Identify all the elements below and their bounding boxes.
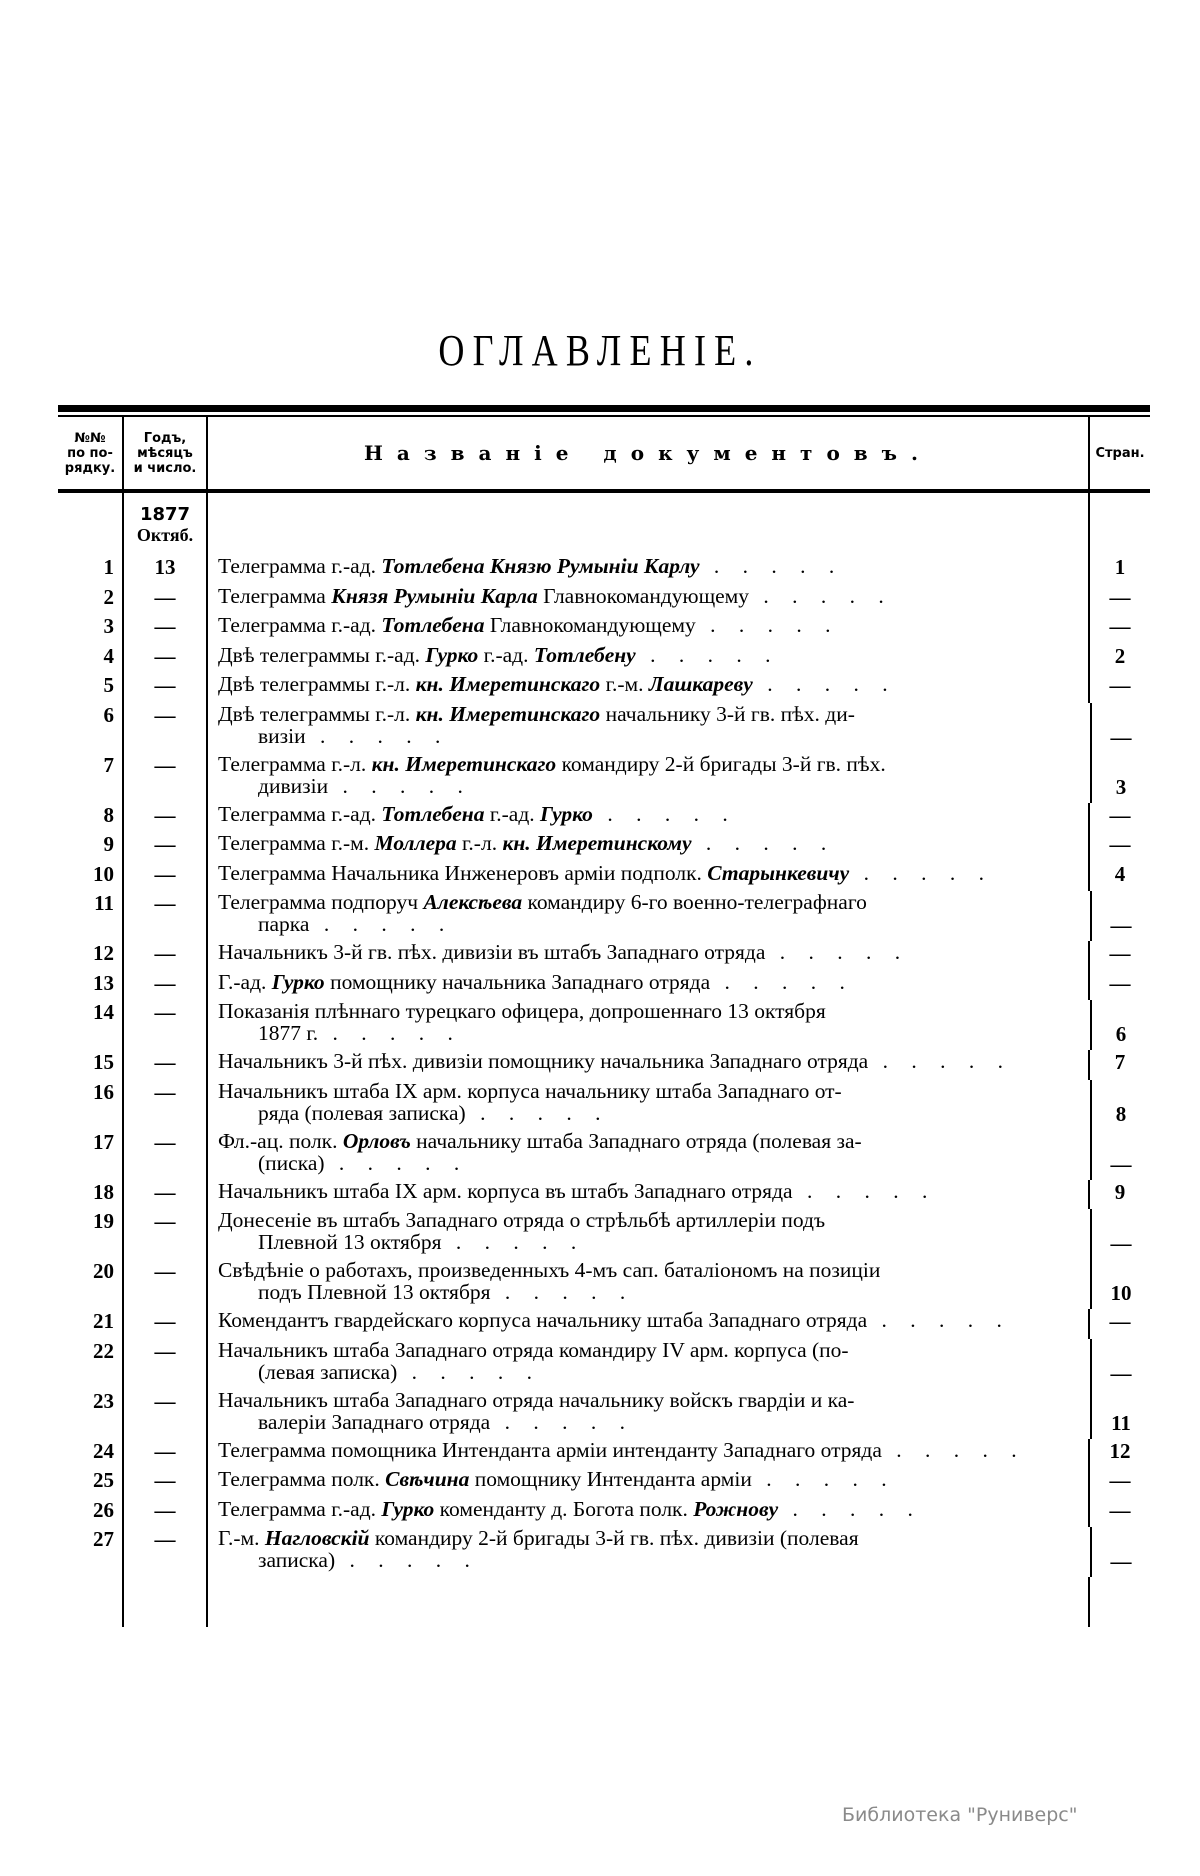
- row-page: —: [1090, 891, 1150, 941]
- row-title[interactable]: [206, 1309, 1088, 1339]
- title-text: Главнокомандующему: [484, 613, 696, 637]
- row-date: —: [122, 1000, 206, 1050]
- row-date: —: [122, 753, 206, 803]
- row-date: —: [122, 1389, 206, 1439]
- title-line: [218, 1102, 1084, 1124]
- row-date: —: [122, 832, 206, 862]
- year-row: [58, 493, 1150, 555]
- dot-leader: . . . . .: [778, 1496, 922, 1521]
- title-text: помощнику начальника Западнаго отряда: [324, 969, 711, 994]
- header-date: [122, 417, 206, 489]
- row-date: —: [122, 971, 206, 1001]
- dot-leader: . . . . .: [691, 831, 836, 855]
- title-italic-name: Гурко: [271, 969, 325, 994]
- row-title[interactable]: [206, 673, 1088, 703]
- row-page: 10: [1090, 1259, 1150, 1309]
- title-text: Телеграмма г.-ад.: [218, 554, 382, 578]
- row-date: —: [122, 1209, 206, 1259]
- title-text: Начальникъ штаба Западнаго отряда начальнику войскъ гвардіи и ка-: [218, 1387, 855, 1412]
- row-date: —: [122, 644, 206, 674]
- row-date: —: [122, 1439, 206, 1469]
- row-title[interactable]: [206, 1389, 1090, 1439]
- toc-row[interactable]: [58, 703, 1150, 753]
- row-page: —: [1090, 703, 1150, 753]
- title-text: (писка): [258, 1150, 325, 1175]
- title-line: [218, 1209, 1084, 1231]
- toc-row[interactable]: [58, 941, 1150, 971]
- title-text: Плевной 13 октября: [258, 1230, 442, 1254]
- year-cell: [122, 493, 206, 555]
- dot-leader: . . . . .: [792, 1178, 937, 1203]
- title-line: [218, 1050, 1082, 1072]
- row-page: —: [1088, 803, 1150, 833]
- row-title[interactable]: [206, 941, 1088, 971]
- toc-row[interactable]: [58, 1080, 1150, 1130]
- header-date-line: Годъ,: [143, 430, 187, 446]
- table-body: [58, 493, 1150, 1627]
- row-number: 10: [93, 861, 114, 886]
- title-text: Начальникъ штаба IX арм. корпуса начальнику штаба Западнаго от-: [218, 1078, 842, 1103]
- title-text: Телеграмма г.-м.: [218, 831, 375, 855]
- title-line: [218, 1411, 1084, 1433]
- row-title[interactable]: [206, 1527, 1090, 1577]
- toc-row[interactable]: [58, 1309, 1150, 1339]
- empty-cell: [206, 1577, 1088, 1627]
- toc-row[interactable]: [58, 862, 1150, 892]
- dot-leader: . . . . .: [324, 1150, 469, 1175]
- title-line: [218, 725, 1084, 747]
- row-number: 11: [94, 891, 114, 915]
- row-date: 13: [122, 555, 206, 585]
- row-page: —: [1088, 1309, 1150, 1339]
- row-number: 19: [93, 1209, 114, 1233]
- dot-leader: . . . . .: [867, 1308, 1011, 1332]
- toc-row[interactable]: [58, 1050, 1150, 1080]
- row-title[interactable]: [206, 644, 1088, 674]
- title-text: Двѣ телеграммы г.-ад.: [218, 642, 426, 667]
- title-italic-name: Гурко: [425, 642, 479, 667]
- title-text: записка): [258, 1548, 336, 1572]
- title-text: Телеграмма г.-ад.: [218, 1496, 382, 1521]
- header-date-line: мѣсяцъ: [137, 445, 193, 461]
- toc-row[interactable]: [58, 832, 1150, 862]
- row-number: 4: [103, 643, 114, 668]
- row-page: —: [1088, 585, 1150, 615]
- title-line: [218, 832, 1082, 854]
- row-date: —: [122, 614, 206, 644]
- dot-leader: . . . . .: [397, 1359, 541, 1384]
- row-title[interactable]: [206, 1130, 1090, 1180]
- row-title[interactable]: [206, 1339, 1090, 1389]
- month: Октяб.: [136, 525, 194, 545]
- title-line: [218, 1389, 1084, 1411]
- row-number: 9: [103, 832, 114, 856]
- row-page: 2: [1088, 644, 1150, 674]
- title-line: [218, 1231, 1084, 1253]
- row-title[interactable]: [206, 1468, 1088, 1498]
- library-watermark: Библиотека "Руниверс": [842, 1804, 1078, 1826]
- row-title[interactable]: [206, 803, 1088, 833]
- title-line: [218, 1549, 1084, 1571]
- row-page: 8: [1090, 1080, 1150, 1130]
- title-italic-name: Князя Румыніи Карла: [331, 583, 538, 608]
- row-date: —: [122, 673, 206, 703]
- title-text: Свѣдѣніе о работахъ, произведенныхъ 4-мъ сап. баталіономъ на позиціи: [218, 1258, 881, 1282]
- header-number-line: рядку.: [64, 460, 116, 476]
- row-date: —: [122, 703, 206, 753]
- empty-cell: [1088, 1577, 1150, 1627]
- row-number: 8: [103, 802, 114, 827]
- header-rule: [58, 405, 1150, 412]
- row-title[interactable]: [206, 971, 1088, 1001]
- row-title[interactable]: [206, 1080, 1090, 1130]
- title-italic-name: Моллера: [374, 831, 457, 855]
- dot-leader: . . . . .: [710, 969, 854, 994]
- row-page: 6: [1090, 1000, 1150, 1050]
- toc-row[interactable]: [58, 1130, 1150, 1180]
- title-text: Телеграмма: [218, 583, 332, 608]
- dot-leader: . . . . .: [309, 912, 454, 936]
- title-text: Г.-ад.: [218, 969, 272, 994]
- empty-cell: [58, 1577, 122, 1627]
- title-line: [218, 753, 1084, 775]
- dot-leader: . . . . .: [465, 1100, 610, 1125]
- row-page: —: [1088, 673, 1150, 703]
- row-title[interactable]: [206, 585, 1088, 615]
- toc-row[interactable]: [58, 1498, 1150, 1528]
- row-page: 7: [1088, 1050, 1150, 1080]
- title-text: начальнику штаба Западнаго отряда (полевая за-: [410, 1128, 862, 1153]
- title-text: Двѣ телеграммы г.-л.: [218, 672, 416, 696]
- dot-leader: . . . . .: [695, 613, 840, 637]
- toc-row[interactable]: [58, 614, 1150, 644]
- row-title[interactable]: [206, 1209, 1090, 1259]
- title-line: [218, 941, 1082, 963]
- table-tail: [58, 1577, 1150, 1627]
- header-number-line: по по-: [67, 445, 113, 461]
- row-title[interactable]: [206, 832, 1088, 862]
- toc-row[interactable]: [58, 673, 1150, 703]
- title-text: ряда (полевая записка): [258, 1100, 466, 1125]
- row-page: 12: [1088, 1439, 1150, 1469]
- title-text: г.-м.: [600, 672, 649, 696]
- row-page: 11: [1090, 1389, 1150, 1439]
- title-text: Телеграмма помощника Интенданта арміи интенданту Западнаго отряда: [218, 1437, 882, 1462]
- dot-leader: . . . . .: [751, 1467, 896, 1491]
- row-number: 20: [93, 1259, 114, 1283]
- title-text: Начальникъ штаба IX арм. корпуса въ штабъ Западнаго отряда: [218, 1178, 793, 1203]
- title-text: Телеграмма полк.: [218, 1467, 386, 1491]
- title-text: командиру 6-го военно-телеграфнаго: [522, 890, 867, 914]
- row-number: 27: [93, 1527, 114, 1551]
- dot-leader: . . . . .: [635, 642, 780, 667]
- title-text: г.-ад.: [484, 801, 541, 826]
- row-page: 9: [1088, 1180, 1150, 1210]
- row-page: 1: [1088, 555, 1150, 585]
- title-text: помощнику Интенданта арміи: [469, 1467, 752, 1491]
- title-line: [218, 585, 1082, 607]
- dot-leader: . . . . .: [305, 723, 450, 748]
- page-title: ОГЛАВЛЕНІЕ.: [438, 326, 762, 375]
- row-page: —: [1090, 1209, 1150, 1259]
- title-italic-name: Нагловскій: [264, 1526, 370, 1550]
- title-italic-name: Лашкареву: [648, 672, 753, 696]
- title-text: Телеграмма г.-ад.: [218, 801, 382, 826]
- dot-leader: . . . . .: [752, 672, 897, 696]
- row-date: —: [122, 585, 206, 615]
- title-line: [218, 891, 1084, 913]
- row-page: —: [1088, 971, 1150, 1001]
- row-title[interactable]: [206, 555, 1088, 585]
- title-text: дивизіи: [258, 773, 329, 798]
- title-line: [218, 644, 1082, 666]
- title-line: [218, 1527, 1084, 1549]
- row-page: —: [1088, 614, 1150, 644]
- title-line: [218, 913, 1084, 935]
- toc-row[interactable]: [58, 1339, 1150, 1389]
- title-text: Начальникъ 3-й пѣх. дивизіи помощнику начальника Западнаго отряда: [218, 1049, 869, 1073]
- row-number: 7: [103, 752, 114, 777]
- toc-row[interactable]: [58, 1000, 1150, 1050]
- title-line: [218, 1080, 1084, 1102]
- title-line: [218, 1309, 1082, 1331]
- row-date: —: [122, 1050, 206, 1080]
- row-date: —: [122, 1309, 206, 1339]
- row-number: 12: [93, 941, 114, 965]
- toc-row[interactable]: [58, 1209, 1150, 1259]
- title-line: [218, 1000, 1084, 1022]
- empty-cell: [122, 1577, 206, 1627]
- row-date: —: [122, 891, 206, 941]
- row-title[interactable]: [206, 703, 1090, 753]
- title-text: подъ Плевной 13 октября: [258, 1280, 491, 1304]
- toc-row[interactable]: [58, 555, 1150, 585]
- toc-row[interactable]: [58, 971, 1150, 1001]
- title-line: [218, 803, 1082, 825]
- title-italic-name: кн. Имеретинскаго: [415, 701, 601, 726]
- dot-leader: . . . . .: [868, 1049, 1012, 1073]
- row-date: —: [122, 1180, 206, 1210]
- title-italic-name: Гурко: [381, 1496, 435, 1521]
- title-line: [218, 673, 1082, 695]
- row-number: 1: [103, 555, 114, 579]
- title-text: командиру 2-й бригады 3-й гв. пѣх. дивизіи (полевая: [369, 1526, 859, 1550]
- dot-leader: . . . . .: [849, 860, 993, 885]
- dot-leader: . . . . .: [765, 940, 910, 964]
- title-italic-name: Рожнову: [693, 1496, 779, 1521]
- row-title[interactable]: [206, 1498, 1088, 1528]
- row-title[interactable]: [206, 1000, 1090, 1050]
- title-text: командиру 2-й бригады 3-й гв. пѣх.: [556, 751, 886, 776]
- row-number: 24: [93, 1438, 114, 1463]
- title-line: [218, 555, 1082, 577]
- row-page: 4: [1088, 862, 1150, 892]
- title-line: [218, 1339, 1084, 1361]
- toc-row[interactable]: [58, 891, 1150, 941]
- row-date: —: [122, 941, 206, 971]
- row-number: 5: [103, 673, 114, 697]
- row-date: —: [122, 1498, 206, 1528]
- row-title[interactable]: [206, 753, 1090, 803]
- title-text: Телеграмма Начальника Инженеровъ арміи подполк.: [218, 860, 708, 885]
- row-date: —: [122, 1259, 206, 1309]
- row-page: —: [1090, 1130, 1150, 1180]
- row-page: —: [1088, 941, 1150, 971]
- toc-row[interactable]: [58, 1259, 1150, 1309]
- row-number: 26: [93, 1497, 114, 1522]
- dot-leader: . . . . .: [335, 1548, 479, 1572]
- title-text: Телеграмма г.-ад.: [218, 613, 382, 637]
- row-title[interactable]: [206, 891, 1090, 941]
- toc-row[interactable]: [58, 1180, 1150, 1210]
- dot-leader: . . . . .: [749, 583, 893, 608]
- dot-leader: . . . . .: [490, 1280, 635, 1304]
- title-line: [218, 1180, 1082, 1202]
- header-number: [58, 417, 122, 489]
- toc-row[interactable]: [58, 585, 1150, 615]
- title-text: Показанія плѣннаго турецкаго офицера, допрошеннаго 13 октября: [218, 999, 826, 1023]
- row-number: 13: [93, 970, 114, 995]
- title-italic-name: Тотлебена: [381, 801, 485, 826]
- row-page: —: [1090, 1339, 1150, 1389]
- title-italic-name: Тотлебену: [533, 642, 636, 667]
- row-date: —: [122, 1468, 206, 1498]
- year: 1877: [139, 504, 191, 525]
- title-line: [218, 1439, 1082, 1461]
- toc-row[interactable]: [58, 753, 1150, 803]
- title-line: [218, 775, 1084, 797]
- title-text: г.-ад.: [478, 642, 534, 667]
- title-text: (левая записка): [258, 1359, 398, 1384]
- row-number: 22: [93, 1338, 114, 1363]
- title-text: Г.-м.: [218, 1526, 265, 1550]
- row-date: —: [122, 1080, 206, 1130]
- row-number: 23: [93, 1388, 114, 1413]
- title-italic-name: кн. Имеретинскаго: [371, 751, 557, 776]
- title-italic-name: Тотлебена: [381, 613, 485, 637]
- title-text: Начальникъ 3-й гв. пѣх. дивизіи въ штабъ Западнаго отряда: [218, 940, 766, 964]
- row-number: 14: [93, 1000, 114, 1024]
- row-title[interactable]: [206, 1180, 1088, 1210]
- row-title[interactable]: [206, 1439, 1088, 1469]
- title-line: [218, 1281, 1084, 1303]
- table-of-contents: [58, 405, 1150, 1627]
- dot-leader: . . . . .: [592, 801, 737, 826]
- title-text: Фл.-ац. полк.: [218, 1128, 343, 1153]
- header-page: Стран.: [1088, 417, 1150, 489]
- row-title[interactable]: [206, 862, 1088, 892]
- title-text: 1877 г.: [258, 1021, 319, 1045]
- title-italic-name: Тотлебена Князю Румыніи Карлу: [381, 554, 700, 578]
- row-number: 17: [93, 1129, 114, 1154]
- title-italic-name: Свѣчина: [385, 1467, 470, 1491]
- table-header: [58, 417, 1150, 493]
- row-number: 16: [93, 1079, 114, 1104]
- title-italic-name: Гурко: [540, 801, 593, 826]
- row-date: —: [122, 862, 206, 892]
- title-text: Начальникъ штаба Западнаго отряда командиру IV арм. корпуса (по-: [218, 1337, 849, 1362]
- title-text: Телеграмма подпоруч: [218, 890, 424, 914]
- dot-leader: . . . . .: [441, 1230, 586, 1254]
- toc-row[interactable]: [58, 803, 1150, 833]
- title-text: Главнокомандующему: [537, 583, 750, 608]
- toc-row[interactable]: [58, 1527, 1150, 1577]
- dot-leader: . . . . .: [490, 1409, 634, 1434]
- row-date: —: [122, 803, 206, 833]
- title-line: [218, 1152, 1084, 1174]
- row-date: —: [122, 1130, 206, 1180]
- toc-row[interactable]: [58, 1439, 1150, 1469]
- dot-leader: . . . . .: [699, 554, 844, 578]
- row-title[interactable]: [206, 1050, 1088, 1080]
- row-number: 25: [93, 1468, 114, 1492]
- title-line: [218, 1259, 1084, 1281]
- toc-row[interactable]: [58, 1389, 1150, 1439]
- title-text: визіи: [258, 723, 306, 748]
- title-line: [218, 971, 1082, 993]
- row-page: 3: [1090, 753, 1150, 803]
- title-italic-name: Старынкевичу: [707, 860, 850, 885]
- header-number-line: №№: [74, 430, 106, 446]
- row-number: 21: [93, 1309, 114, 1333]
- title-text: Донесеніе въ штабъ Западнаго отряда о стрѣльбѣ артиллеріи подъ: [218, 1208, 826, 1232]
- title-line: [218, 614, 1082, 636]
- row-page: —: [1088, 1498, 1150, 1528]
- title-italic-name: кн. Имеретинскаго: [415, 672, 601, 696]
- header-date-line: и число.: [133, 460, 197, 476]
- row-number: 2: [103, 584, 114, 609]
- title-line: [218, 703, 1084, 725]
- title-text: Двѣ телеграммы г.-л.: [218, 701, 416, 726]
- dot-leader: . . . . .: [328, 773, 472, 798]
- row-page: —: [1088, 1468, 1150, 1498]
- title-italic-name: Орловъ: [342, 1128, 411, 1153]
- title-line: [218, 1022, 1084, 1044]
- title-text: Телеграмма г.-л.: [218, 751, 372, 776]
- toc-row[interactable]: [58, 644, 1150, 674]
- title-line: [218, 1498, 1082, 1520]
- title-italic-name: кн. Имеретинскому: [502, 831, 692, 855]
- title-text: Комендантъ гвардейскаго корпуса начальнику штаба Западнаго отряда: [218, 1308, 868, 1332]
- row-number: 15: [93, 1050, 114, 1074]
- title-text: парка: [258, 912, 310, 936]
- title-text: коменданту д. Богота полк.: [434, 1496, 694, 1521]
- title-text: валеріи Западнаго отряда: [258, 1409, 491, 1434]
- title-italic-name: Алексѣева: [423, 890, 523, 914]
- row-date: —: [122, 1527, 206, 1577]
- header-title: Названіе документовъ.: [206, 417, 1088, 489]
- row-title[interactable]: [206, 614, 1088, 644]
- row-number: 6: [103, 702, 114, 727]
- title-line: [218, 1468, 1082, 1490]
- row-title[interactable]: [206, 1259, 1090, 1309]
- title-line: [218, 862, 1082, 884]
- dot-leader: . . . . .: [881, 1437, 1026, 1462]
- toc-row[interactable]: [58, 1468, 1150, 1498]
- row-page: —: [1090, 1527, 1150, 1577]
- dot-leader: . . . . .: [318, 1021, 462, 1045]
- title-line: [218, 1361, 1084, 1383]
- title-text: начальнику 3-й гв. пѣх. ди-: [600, 701, 855, 726]
- row-number: 18: [93, 1179, 114, 1204]
- row-page: —: [1088, 832, 1150, 862]
- title-text: г.-л.: [456, 831, 503, 855]
- row-date: —: [122, 1339, 206, 1389]
- row-number: 3: [103, 614, 114, 638]
- title-line: [218, 1130, 1084, 1152]
